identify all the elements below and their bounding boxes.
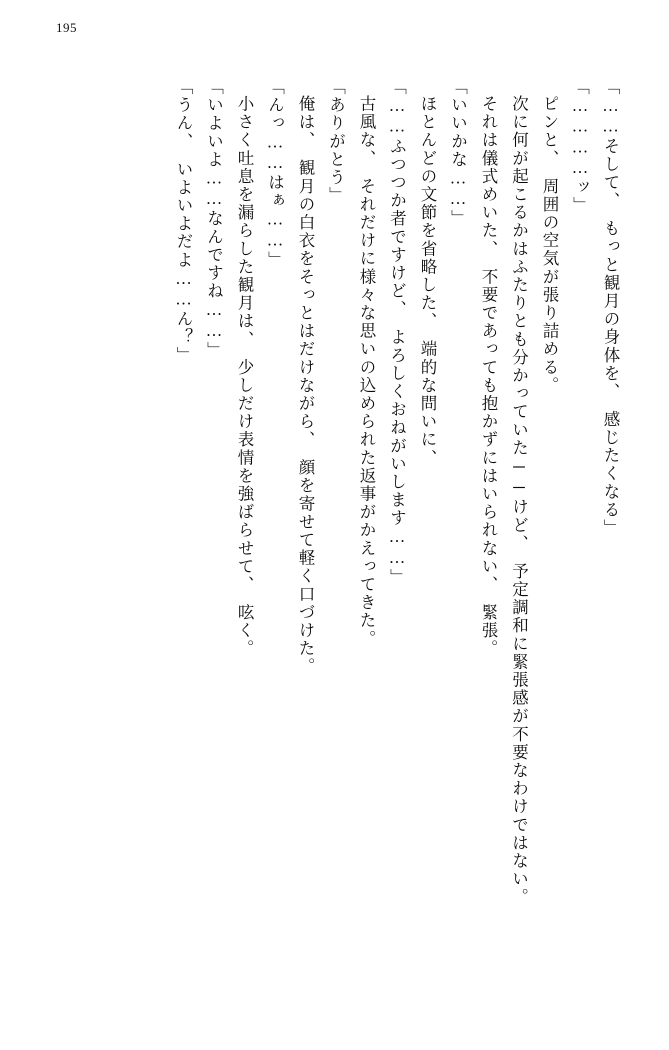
- paragraph: 「いよいよ……なんですね……」: [204, 78, 224, 360]
- page-number: 195: [56, 20, 77, 35]
- paragraph: 「ありがとう」: [326, 78, 346, 205]
- paragraph: 「…………ッ」: [570, 78, 590, 215]
- paragraph: 「んっ……はぁ……」: [265, 78, 285, 269]
- page-body-text: [65, 78, 625, 1008]
- paragraph: 古風な、 それだけに様々な思いの込められた返事がかえってきた。: [357, 94, 376, 648]
- paragraph: 「うん、 いよいよだよ……ん？」: [174, 78, 193, 365]
- paragraph: 「……そして、 もっと観月の身体を、 感じたくなる」: [601, 78, 620, 538]
- paragraph: 次に何が起こるかはふたりとも分かっていた──けど、 予定調和に緊張感が不要なわけではない。: [509, 94, 529, 906]
- paragraph: 「……ふつつか者ですけど、 よろしくおねがいします……」: [387, 78, 407, 587]
- paragraph: ほとんどの文節を省略した、 端的な問いに、: [418, 94, 437, 467]
- paragraph: 小さく吐息を漏らした観月は、 少しだけ表情を強ばらせて、 呟く。: [235, 94, 254, 658]
- paragraph: 「いいかな……」: [448, 78, 468, 228]
- paragraph: ピンと、 周囲の空気が張り詰める。: [540, 94, 559, 394]
- paragraph: 俺は、 観月の白衣をそっとはだけながら、 顔を寄せて軽く口づけた。: [296, 94, 315, 676]
- paragraph: それは儀式めいた、 不要であっても抱かずにはいられない、 緊張。: [479, 94, 498, 658]
